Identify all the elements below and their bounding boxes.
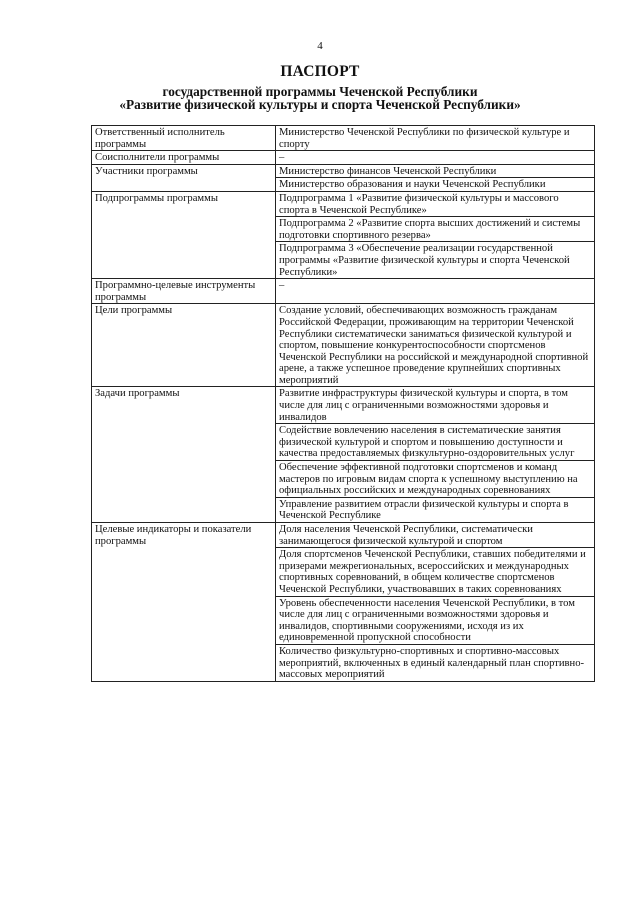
row-value: Создание условий, обеспечивающих возможность гражданам Российской Федерации, проживающим на территории Чеченской Республики систематически заниматься физической культурой и спортом, повышение конкурентоспособности спортсменов Чеченской Республики на российской и международной спортивной арене, а также успешное проведение крупнейших спортивных мероприятий [276, 304, 595, 387]
row-value: Количество физкультурно-спортивных и спортивно-массовых мероприятий, включенных в единый календарный план спортивно-массовых мероприятий [276, 644, 595, 681]
row-value: Доля населения Чеченской Республики, систематически занимающегося физической культурой и спортом [276, 523, 595, 548]
row-value: Министерство Чеченской Республики по физической культуре и спорту [276, 126, 595, 151]
table-row [92, 164, 595, 178]
row-label: Участники программы [92, 164, 276, 191]
subtitle-line-2: «Развитие физической культуры и спорта Чеченской Республики» [119, 97, 521, 112]
table-row [92, 151, 595, 165]
row-label: Программно-целевые инструменты программы [92, 279, 276, 304]
row-value: Доля спортсменов Чеченской Республики, ставших победителями и призерами межрегиональных, всероссийских и международных спортивных соревнований, в общем количестве спортсменов Чеченской Республики, участвовавших в таких соревнованиях [276, 548, 595, 596]
row-label: Подпрограммы программы [92, 191, 276, 278]
row-label: Целевые индикаторы и показатели программы [92, 523, 276, 682]
row-value: Содействие вовлечению населения в систематические занятия физической культурой и спортом и повышению доступности и качества предоставляемых физкультурно-оздоровительных услуг [276, 424, 595, 461]
document-subtitle [0, 85, 640, 111]
row-value: – [276, 151, 595, 165]
row-value: Управление развитием отрасли физической культуры и спорта в Чеченской Республике [276, 497, 595, 522]
table-row [92, 279, 595, 304]
row-value: – [276, 279, 595, 304]
table-row [92, 523, 595, 548]
table-row [92, 387, 595, 424]
row-value: Подпрограмма 3 «Обеспечение реализации государственной программы «Развитие физической культуры и спорта Чеченской Республики» [276, 242, 595, 279]
row-label: Задачи программы [92, 387, 276, 523]
row-value: Министерство образования и науки Чеченской Республики [276, 178, 595, 192]
subtitle-line-1: государственной программы Чеченской Республики [162, 84, 478, 99]
table-row [92, 126, 595, 151]
row-label: Соисполнители программы [92, 151, 276, 165]
row-value: Министерство финансов Чеченской Республики [276, 164, 595, 178]
row-value: Подпрограмма 1 «Развитие физической культуры и массового спорта в Чеченской Республике» [276, 191, 595, 216]
passport-table [91, 125, 595, 682]
page-number: 4 [317, 40, 323, 52]
document-title: ПАСПОРТ [280, 63, 360, 80]
table-row [92, 191, 595, 216]
row-value: Обеспечение эффективной подготовки спортсменов и команд мастеров по игровым видам спорта к успешному выступлению на официальных российских и международных соревнованиях [276, 461, 595, 498]
row-label: Ответственный исполнитель программы [92, 126, 276, 151]
row-value: Подпрограмма 2 «Развитие спорта высших достижений и системы подготовки спортивного резерва» [276, 217, 595, 242]
row-value: Уровень обеспеченности населения Чеченской Республики, в том числе для лиц с ограниченными возможностями здоровья и инвалидов, спортивными сооружениями, исходя из их единовременной пропускной способности [276, 596, 595, 644]
table-row [92, 304, 595, 387]
row-value: Развитие инфраструктуры физической культуры и спорта, в том числе для лиц с ограниченными возможностями здоровья и инвалидов [276, 387, 595, 424]
row-label: Цели программы [92, 304, 276, 387]
